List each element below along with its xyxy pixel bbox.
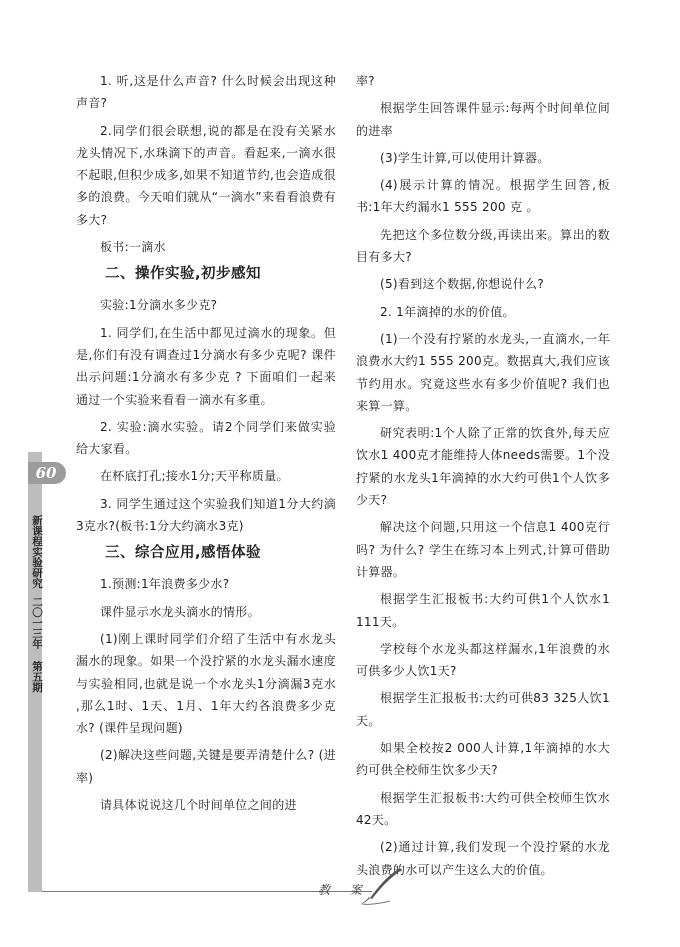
paragraph: 板书:一滴水: [100, 240, 166, 255]
paragraph: 根据学生回答课件显示:每两个时间单位间的进率: [356, 101, 610, 138]
paragraph: 请具体说说这几个时间单位之间的进: [100, 798, 297, 813]
section-heading: 二、操作实验,初步感知: [105, 266, 262, 283]
paragraph: 根据学生汇报板书:大约可供全校师生饮水42天。: [356, 790, 610, 827]
left-column: [76, 70, 336, 821]
paragraph: 3. 同学生通过这个实验我们知道1分大约滴3克水?(板书:1分大约滴水3克): [76, 496, 336, 534]
paragraph: 2. 实验:滴水实验。请2个同学们来做实验给大家看。: [76, 419, 336, 457]
paragraph: 1.预测:1年浪费多少水?: [100, 577, 230, 592]
page-number: 60: [35, 464, 57, 482]
paragraph: 课件显示水龙头滴水的情形。: [100, 604, 260, 619]
section-heading: 三、综合应用,感悟体验: [105, 545, 262, 562]
paragraph: (2)解决这些问题,关键是要弄清楚什么? (进率): [76, 748, 336, 785]
paragraph: 根据学生汇报板书:大约可供1个人饮水1 111天。: [356, 592, 610, 629]
paragraph: (2)通过计算,我们发现一个没拧紧的水龙头浪费的水可以产生这么大的价值。: [356, 840, 610, 877]
paragraph: 先把这个多位数分级,再读出来。算出的数目有多大?: [356, 227, 610, 265]
paragraph: 研究表明:1个人除了正常的饮食外,每天应饮水1 400克才能维持人体needs需要。1个没拧紧的水龙头1年滴掉的水大约可供1个人饮多少天?: [356, 426, 610, 508]
footer-label: 教 案: [318, 883, 370, 897]
paragraph: 如果全校按2 000人计算,1年滴掉的水大约可供全校师生饮多少天?: [356, 741, 610, 778]
quill-pen-icon: [360, 866, 406, 906]
paragraph: (1)刚上课时同学们介绍了生活中有水龙头漏水的现象。如果一个没拧紧的水龙头漏水速度与实验相同,也就是说一个水龙头1分滴漏3克水 ,那么1时、1天、1月、1年大约各浪费多少克水? (课件呈现问题): [76, 631, 336, 736]
paragraph: 1. 听,这是什么声音? 什么时候会出现这种声音?: [76, 74, 336, 111]
paragraph: (4)展示计算的情况。根据学生回答,板书:1年大约漏水1 555 200 克 。: [356, 178, 610, 215]
paragraph: 2. 1年滴掉的水的价值。: [380, 304, 515, 319]
paragraph: 实验:1分滴水多少克?: [100, 298, 218, 313]
paragraph: (5)看到这个数据,你想说什么?: [380, 277, 544, 292]
paragraph: (3)学生计算,可以使用计算器。: [380, 150, 550, 165]
paragraph: 率?: [356, 74, 375, 88]
journal-issue: 二〇一三年 第五期: [31, 596, 43, 693]
paragraph: 学校每个水龙头都这样漏水,1年浪费的水可供多少人饮1天?: [356, 641, 610, 679]
paragraph: 在杯底打孔;接水1分;天平称质量。: [100, 469, 289, 484]
paragraph: (1)一个没有拧紧的水龙头,一直滴水,一年浪费水大约1 555 200克。数据真大,我们应该节约用水。究竟这些水有多少价值呢? 我们也来算一算。: [356, 331, 610, 413]
paragraph: 解决这个问题,只用这一个信息1 400克行吗? 为什么? 学生在练习本上列式,计算可借助计算器。: [356, 520, 610, 579]
paragraph: 根据学生汇报板书:大约可供83 325人饮1天。: [356, 691, 610, 728]
journal-name: 新课程实验研究: [31, 515, 43, 589]
right-column: [356, 70, 610, 886]
paragraph: 1. 同学们,在生活中都见过滴水的现象。但是,你们有没有调查过1分滴水有多少克呢? 课件出示问题:1分滴水有多少克 ? 下面咱们一起来通过一个实验来看看一滴水有多重。: [76, 325, 336, 407]
paragraph: 2.同学们很会联想,说的都是在没有关紧水龙头情况下,水珠滴下的声音。看起来,一滴水很不起眼,但积少成多,如果不知道节约,也会造成很多的浪费。今天咱们就从“一滴水”来看看浪费有多大?: [76, 123, 336, 227]
journal-title: [29, 515, 43, 693]
